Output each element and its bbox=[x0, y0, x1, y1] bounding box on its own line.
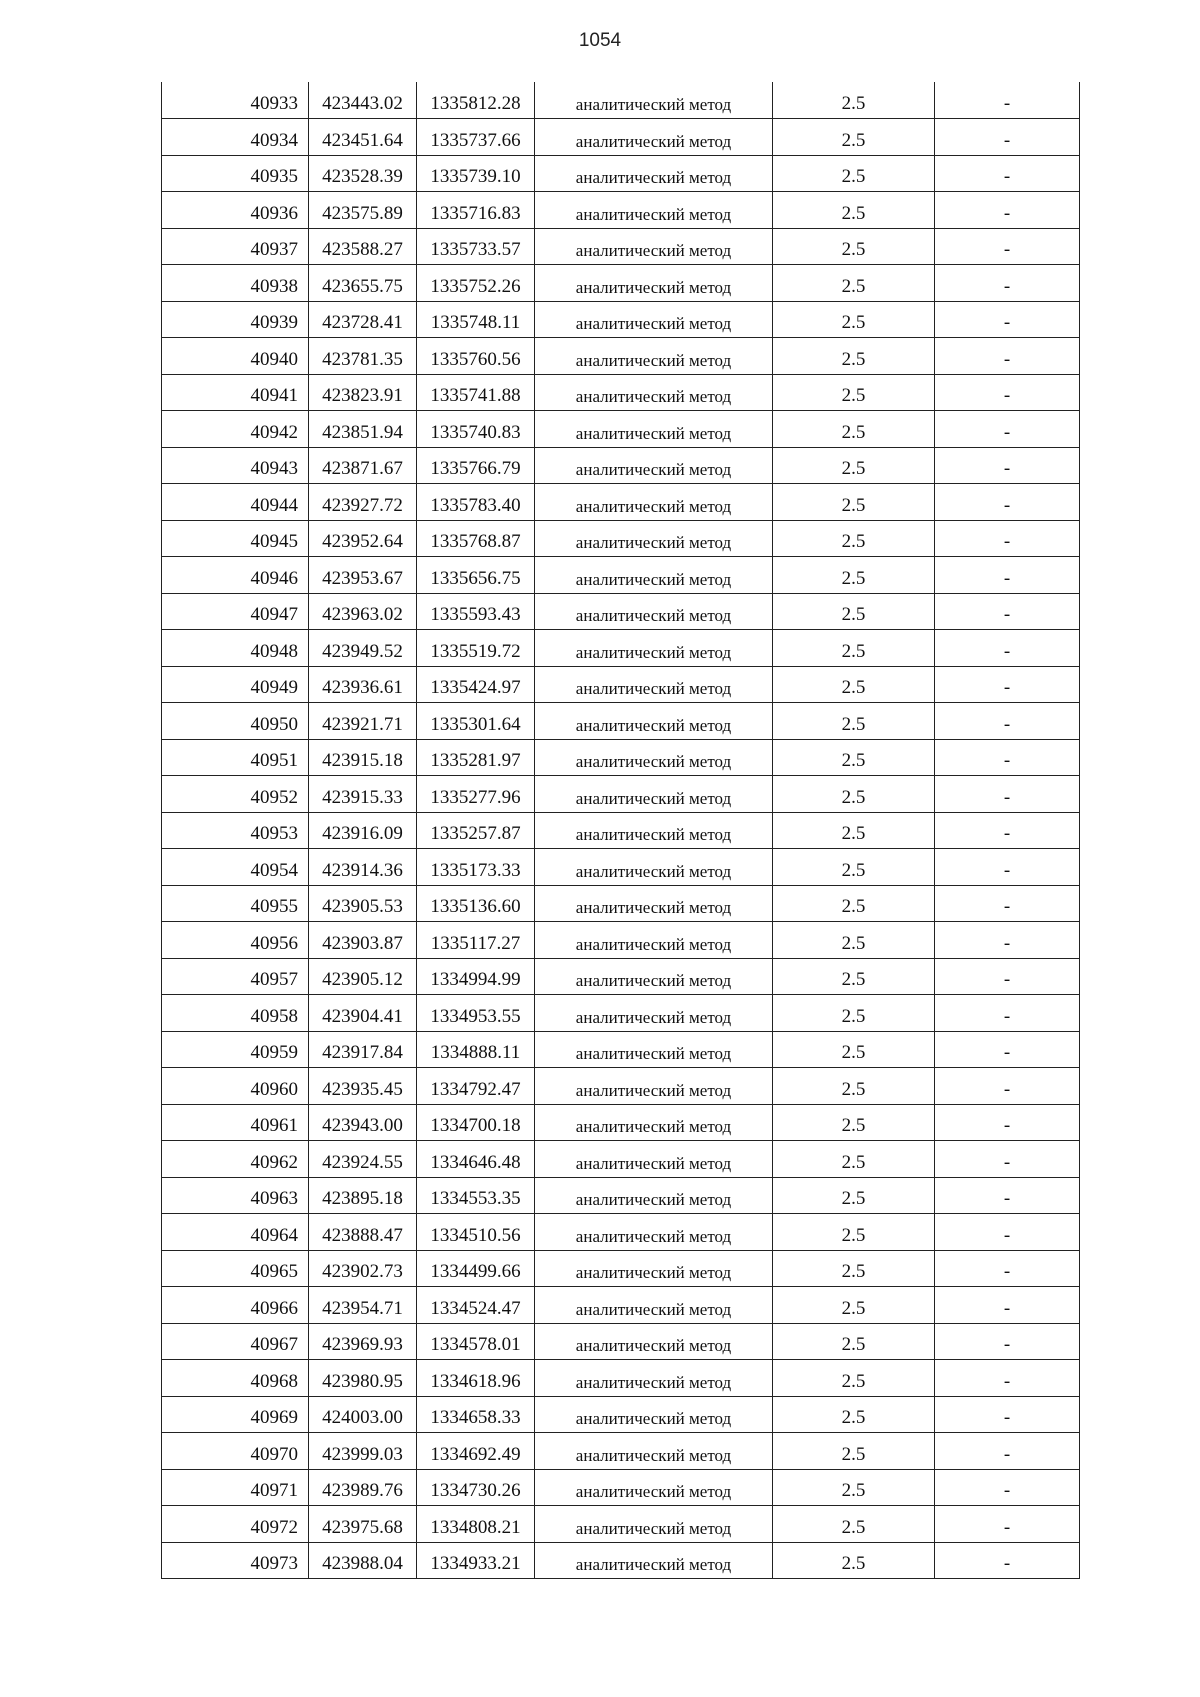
point-number-cell: 40961 bbox=[162, 1104, 309, 1141]
method-cell: аналитический метод bbox=[535, 630, 773, 667]
point-number-cell: 40938 bbox=[162, 265, 309, 302]
table-row bbox=[162, 265, 1080, 302]
table-row bbox=[162, 119, 1080, 156]
x-coordinate-cell: 423914.36 bbox=[309, 849, 417, 886]
note-cell: - bbox=[935, 1396, 1080, 1433]
accuracy-cell: 2.5 bbox=[773, 1323, 935, 1360]
method-cell: аналитический метод bbox=[535, 1542, 773, 1579]
x-coordinate-cell: 423952.64 bbox=[309, 520, 417, 557]
point-number-cell: 40946 bbox=[162, 557, 309, 594]
y-coordinate-cell: 1334792.47 bbox=[417, 1068, 535, 1105]
note-cell: - bbox=[935, 447, 1080, 484]
x-coordinate-cell: 423916.09 bbox=[309, 812, 417, 849]
accuracy-cell: 2.5 bbox=[773, 1542, 935, 1579]
x-coordinate-cell: 423924.55 bbox=[309, 1141, 417, 1178]
point-number-cell: 40951 bbox=[162, 739, 309, 776]
y-coordinate-cell: 1334692.49 bbox=[417, 1433, 535, 1470]
x-coordinate-cell: 423917.84 bbox=[309, 1031, 417, 1068]
method-cell: аналитический метод bbox=[535, 1214, 773, 1251]
y-coordinate-cell: 1335740.83 bbox=[417, 411, 535, 448]
method-cell: аналитический метод bbox=[535, 666, 773, 703]
x-coordinate-cell: 423871.67 bbox=[309, 447, 417, 484]
note-cell: - bbox=[935, 82, 1080, 119]
accuracy-cell: 2.5 bbox=[773, 958, 935, 995]
table-row bbox=[162, 447, 1080, 484]
x-coordinate-cell: 423588.27 bbox=[309, 228, 417, 265]
method-cell: аналитический метод bbox=[535, 484, 773, 521]
table-row bbox=[162, 630, 1080, 667]
y-coordinate-cell: 1334578.01 bbox=[417, 1323, 535, 1360]
note-cell: - bbox=[935, 1542, 1080, 1579]
table-row bbox=[162, 1214, 1080, 1251]
table-row bbox=[162, 995, 1080, 1032]
y-coordinate-cell: 1334730.26 bbox=[417, 1469, 535, 1506]
x-coordinate-cell: 423915.18 bbox=[309, 739, 417, 776]
table-row bbox=[162, 1104, 1080, 1141]
note-cell: - bbox=[935, 776, 1080, 813]
accuracy-cell: 2.5 bbox=[773, 1360, 935, 1397]
method-cell: аналитический метод bbox=[535, 1250, 773, 1287]
x-coordinate-cell: 423443.02 bbox=[309, 82, 417, 119]
y-coordinate-cell: 1335301.64 bbox=[417, 703, 535, 740]
note-cell: - bbox=[935, 1506, 1080, 1543]
y-coordinate-cell: 1335173.33 bbox=[417, 849, 535, 886]
point-number-cell: 40943 bbox=[162, 447, 309, 484]
accuracy-cell: 2.5 bbox=[773, 703, 935, 740]
table-row bbox=[162, 82, 1080, 119]
accuracy-cell: 2.5 bbox=[773, 1506, 935, 1543]
method-cell: аналитический метод bbox=[535, 1469, 773, 1506]
method-cell: аналитический метод bbox=[535, 1177, 773, 1214]
table-row bbox=[162, 739, 1080, 776]
table-row bbox=[162, 776, 1080, 813]
accuracy-cell: 2.5 bbox=[773, 520, 935, 557]
point-number-cell: 40968 bbox=[162, 1360, 309, 1397]
method-cell: аналитический метод bbox=[535, 885, 773, 922]
table-row bbox=[162, 155, 1080, 192]
x-coordinate-cell: 423902.73 bbox=[309, 1250, 417, 1287]
x-coordinate-cell: 423451.64 bbox=[309, 119, 417, 156]
y-coordinate-cell: 1334499.66 bbox=[417, 1250, 535, 1287]
table-row bbox=[162, 1287, 1080, 1324]
x-coordinate-cell: 423988.04 bbox=[309, 1542, 417, 1579]
x-coordinate-cell: 423575.89 bbox=[309, 192, 417, 229]
x-coordinate-cell: 423949.52 bbox=[309, 630, 417, 667]
y-coordinate-cell: 1335739.10 bbox=[417, 155, 535, 192]
table-row bbox=[162, 703, 1080, 740]
x-coordinate-cell: 423728.41 bbox=[309, 301, 417, 338]
point-number-cell: 40937 bbox=[162, 228, 309, 265]
x-coordinate-cell: 423905.53 bbox=[309, 885, 417, 922]
method-cell: аналитический метод bbox=[535, 739, 773, 776]
table-row bbox=[162, 593, 1080, 630]
x-coordinate-cell: 423888.47 bbox=[309, 1214, 417, 1251]
note-cell: - bbox=[935, 484, 1080, 521]
accuracy-cell: 2.5 bbox=[773, 1287, 935, 1324]
accuracy-cell: 2.5 bbox=[773, 192, 935, 229]
accuracy-cell: 2.5 bbox=[773, 155, 935, 192]
note-cell: - bbox=[935, 1433, 1080, 1470]
y-coordinate-cell: 1334994.99 bbox=[417, 958, 535, 995]
table-row bbox=[162, 228, 1080, 265]
point-number-cell: 40956 bbox=[162, 922, 309, 959]
table-row bbox=[162, 1469, 1080, 1506]
y-coordinate-cell: 1335136.60 bbox=[417, 885, 535, 922]
x-coordinate-cell: 423954.71 bbox=[309, 1287, 417, 1324]
accuracy-cell: 2.5 bbox=[773, 885, 935, 922]
y-coordinate-cell: 1335424.97 bbox=[417, 666, 535, 703]
y-coordinate-cell: 1335741.88 bbox=[417, 374, 535, 411]
y-coordinate-cell: 1334646.48 bbox=[417, 1141, 535, 1178]
point-number-cell: 40955 bbox=[162, 885, 309, 922]
x-coordinate-cell: 423903.87 bbox=[309, 922, 417, 959]
table-row bbox=[162, 885, 1080, 922]
table-row bbox=[162, 958, 1080, 995]
point-number-cell: 40944 bbox=[162, 484, 309, 521]
table-row bbox=[162, 1360, 1080, 1397]
y-coordinate-cell: 1335716.83 bbox=[417, 192, 535, 229]
note-cell: - bbox=[935, 1104, 1080, 1141]
point-number-cell: 40936 bbox=[162, 192, 309, 229]
point-number-cell: 40969 bbox=[162, 1396, 309, 1433]
page-number: 1054 bbox=[578, 30, 622, 51]
note-cell: - bbox=[935, 1323, 1080, 1360]
accuracy-cell: 2.5 bbox=[773, 228, 935, 265]
note-cell: - bbox=[935, 922, 1080, 959]
y-coordinate-cell: 1334658.33 bbox=[417, 1396, 535, 1433]
note-cell: - bbox=[935, 630, 1080, 667]
point-number-cell: 40965 bbox=[162, 1250, 309, 1287]
accuracy-cell: 2.5 bbox=[773, 666, 935, 703]
accuracy-cell: 2.5 bbox=[773, 1031, 935, 1068]
note-cell: - bbox=[935, 119, 1080, 156]
accuracy-cell: 2.5 bbox=[773, 265, 935, 302]
note-cell: - bbox=[935, 411, 1080, 448]
point-number-cell: 40963 bbox=[162, 1177, 309, 1214]
note-cell: - bbox=[935, 155, 1080, 192]
table-row bbox=[162, 812, 1080, 849]
x-coordinate-cell: 423943.00 bbox=[309, 1104, 417, 1141]
table-row bbox=[162, 1250, 1080, 1287]
note-cell: - bbox=[935, 1068, 1080, 1105]
method-cell: аналитический метод bbox=[535, 192, 773, 229]
table-row bbox=[162, 849, 1080, 886]
table-row bbox=[162, 666, 1080, 703]
accuracy-cell: 2.5 bbox=[773, 593, 935, 630]
x-coordinate-cell: 423989.76 bbox=[309, 1469, 417, 1506]
method-cell: аналитический метод bbox=[535, 82, 773, 119]
x-coordinate-cell: 423935.45 bbox=[309, 1068, 417, 1105]
y-coordinate-cell: 1335593.43 bbox=[417, 593, 535, 630]
accuracy-cell: 2.5 bbox=[773, 1177, 935, 1214]
table-row bbox=[162, 338, 1080, 375]
x-coordinate-cell: 423851.94 bbox=[309, 411, 417, 448]
method-cell: аналитический метод bbox=[535, 922, 773, 959]
x-coordinate-cell: 423969.93 bbox=[309, 1323, 417, 1360]
point-number-cell: 40934 bbox=[162, 119, 309, 156]
table-row bbox=[162, 520, 1080, 557]
method-cell: аналитический метод bbox=[535, 1506, 773, 1543]
table-row bbox=[162, 922, 1080, 959]
x-coordinate-cell: 423980.95 bbox=[309, 1360, 417, 1397]
x-coordinate-cell: 423975.68 bbox=[309, 1506, 417, 1543]
accuracy-cell: 2.5 bbox=[773, 447, 935, 484]
y-coordinate-cell: 1335783.40 bbox=[417, 484, 535, 521]
point-number-cell: 40939 bbox=[162, 301, 309, 338]
method-cell: аналитический метод bbox=[535, 995, 773, 1032]
table-body bbox=[162, 82, 1080, 1579]
table-row bbox=[162, 557, 1080, 594]
method-cell: аналитический метод bbox=[535, 1433, 773, 1470]
note-cell: - bbox=[935, 265, 1080, 302]
table-row bbox=[162, 1323, 1080, 1360]
point-number-cell: 40959 bbox=[162, 1031, 309, 1068]
method-cell: аналитический метод bbox=[535, 374, 773, 411]
accuracy-cell: 2.5 bbox=[773, 995, 935, 1032]
method-cell: аналитический метод bbox=[535, 411, 773, 448]
method-cell: аналитический метод bbox=[535, 1287, 773, 1324]
method-cell: аналитический метод bbox=[535, 338, 773, 375]
x-coordinate-cell: 423823.91 bbox=[309, 374, 417, 411]
table-row bbox=[162, 374, 1080, 411]
accuracy-cell: 2.5 bbox=[773, 1433, 935, 1470]
accuracy-cell: 2.5 bbox=[773, 82, 935, 119]
accuracy-cell: 2.5 bbox=[773, 1214, 935, 1251]
y-coordinate-cell: 1334700.18 bbox=[417, 1104, 535, 1141]
accuracy-cell: 2.5 bbox=[773, 338, 935, 375]
point-number-cell: 40933 bbox=[162, 82, 309, 119]
y-coordinate-cell: 1335257.87 bbox=[417, 812, 535, 849]
x-coordinate-cell: 423915.33 bbox=[309, 776, 417, 813]
x-coordinate-cell: 423905.12 bbox=[309, 958, 417, 995]
y-coordinate-cell: 1335752.26 bbox=[417, 265, 535, 302]
point-number-cell: 40962 bbox=[162, 1141, 309, 1178]
note-cell: - bbox=[935, 192, 1080, 229]
method-cell: аналитический метод bbox=[535, 155, 773, 192]
y-coordinate-cell: 1335117.27 bbox=[417, 922, 535, 959]
method-cell: аналитический метод bbox=[535, 557, 773, 594]
accuracy-cell: 2.5 bbox=[773, 411, 935, 448]
table-row bbox=[162, 1068, 1080, 1105]
accuracy-cell: 2.5 bbox=[773, 484, 935, 521]
x-coordinate-cell: 423921.71 bbox=[309, 703, 417, 740]
accuracy-cell: 2.5 bbox=[773, 922, 935, 959]
point-number-cell: 40947 bbox=[162, 593, 309, 630]
accuracy-cell: 2.5 bbox=[773, 1104, 935, 1141]
point-number-cell: 40960 bbox=[162, 1068, 309, 1105]
note-cell: - bbox=[935, 1177, 1080, 1214]
point-number-cell: 40958 bbox=[162, 995, 309, 1032]
point-number-cell: 40942 bbox=[162, 411, 309, 448]
y-coordinate-cell: 1334808.21 bbox=[417, 1506, 535, 1543]
accuracy-cell: 2.5 bbox=[773, 374, 935, 411]
note-cell: - bbox=[935, 301, 1080, 338]
table-row bbox=[162, 484, 1080, 521]
x-coordinate-cell: 423936.61 bbox=[309, 666, 417, 703]
method-cell: аналитический метод bbox=[535, 228, 773, 265]
table-row bbox=[162, 1177, 1080, 1214]
x-coordinate-cell: 424003.00 bbox=[309, 1396, 417, 1433]
method-cell: аналитический метод bbox=[535, 1068, 773, 1105]
point-number-cell: 40971 bbox=[162, 1469, 309, 1506]
method-cell: аналитический метод bbox=[535, 703, 773, 740]
note-cell: - bbox=[935, 739, 1080, 776]
x-coordinate-cell: 423927.72 bbox=[309, 484, 417, 521]
y-coordinate-cell: 1334524.47 bbox=[417, 1287, 535, 1324]
y-coordinate-cell: 1334618.96 bbox=[417, 1360, 535, 1397]
y-coordinate-cell: 1335748.11 bbox=[417, 301, 535, 338]
accuracy-cell: 2.5 bbox=[773, 1250, 935, 1287]
method-cell: аналитический метод bbox=[535, 593, 773, 630]
note-cell: - bbox=[935, 1141, 1080, 1178]
note-cell: - bbox=[935, 958, 1080, 995]
note-cell: - bbox=[935, 666, 1080, 703]
y-coordinate-cell: 1335760.56 bbox=[417, 338, 535, 375]
method-cell: аналитический метод bbox=[535, 1104, 773, 1141]
accuracy-cell: 2.5 bbox=[773, 1469, 935, 1506]
method-cell: аналитический метод bbox=[535, 812, 773, 849]
method-cell: аналитический метод bbox=[535, 1396, 773, 1433]
point-number-cell: 40941 bbox=[162, 374, 309, 411]
table-row bbox=[162, 1542, 1080, 1579]
x-coordinate-cell: 423953.67 bbox=[309, 557, 417, 594]
note-cell: - bbox=[935, 1469, 1080, 1506]
x-coordinate-cell: 423655.75 bbox=[309, 265, 417, 302]
method-cell: аналитический метод bbox=[535, 1323, 773, 1360]
method-cell: аналитический метод bbox=[535, 849, 773, 886]
x-coordinate-cell: 423999.03 bbox=[309, 1433, 417, 1470]
note-cell: - bbox=[935, 995, 1080, 1032]
accuracy-cell: 2.5 bbox=[773, 776, 935, 813]
y-coordinate-cell: 1335281.97 bbox=[417, 739, 535, 776]
coordinates-table bbox=[161, 82, 1080, 1579]
accuracy-cell: 2.5 bbox=[773, 812, 935, 849]
accuracy-cell: 2.5 bbox=[773, 849, 935, 886]
x-coordinate-cell: 423781.35 bbox=[309, 338, 417, 375]
y-coordinate-cell: 1335656.75 bbox=[417, 557, 535, 594]
method-cell: аналитический метод bbox=[535, 265, 773, 302]
note-cell: - bbox=[935, 1287, 1080, 1324]
note-cell: - bbox=[935, 1031, 1080, 1068]
point-number-cell: 40966 bbox=[162, 1287, 309, 1324]
table-row bbox=[162, 301, 1080, 338]
point-number-cell: 40953 bbox=[162, 812, 309, 849]
x-coordinate-cell: 423904.41 bbox=[309, 995, 417, 1032]
y-coordinate-cell: 1335519.72 bbox=[417, 630, 535, 667]
method-cell: аналитический метод bbox=[535, 1141, 773, 1178]
method-cell: аналитический метод bbox=[535, 447, 773, 484]
point-number-cell: 40967 bbox=[162, 1323, 309, 1360]
note-cell: - bbox=[935, 593, 1080, 630]
table-row bbox=[162, 1396, 1080, 1433]
x-coordinate-cell: 423963.02 bbox=[309, 593, 417, 630]
method-cell: аналитический метод bbox=[535, 520, 773, 557]
table-row bbox=[162, 1141, 1080, 1178]
note-cell: - bbox=[935, 703, 1080, 740]
point-number-cell: 40945 bbox=[162, 520, 309, 557]
note-cell: - bbox=[935, 374, 1080, 411]
accuracy-cell: 2.5 bbox=[773, 1141, 935, 1178]
y-coordinate-cell: 1334888.11 bbox=[417, 1031, 535, 1068]
y-coordinate-cell: 1335733.57 bbox=[417, 228, 535, 265]
accuracy-cell: 2.5 bbox=[773, 739, 935, 776]
x-coordinate-cell: 423528.39 bbox=[309, 155, 417, 192]
method-cell: аналитический метод bbox=[535, 301, 773, 338]
y-coordinate-cell: 1335737.66 bbox=[417, 119, 535, 156]
y-coordinate-cell: 1335277.96 bbox=[417, 776, 535, 813]
table-row bbox=[162, 411, 1080, 448]
point-number-cell: 40948 bbox=[162, 630, 309, 667]
point-number-cell: 40952 bbox=[162, 776, 309, 813]
x-coordinate-cell: 423895.18 bbox=[309, 1177, 417, 1214]
accuracy-cell: 2.5 bbox=[773, 301, 935, 338]
y-coordinate-cell: 1334510.56 bbox=[417, 1214, 535, 1251]
y-coordinate-cell: 1334933.21 bbox=[417, 1542, 535, 1579]
note-cell: - bbox=[935, 520, 1080, 557]
note-cell: - bbox=[935, 228, 1080, 265]
point-number-cell: 40950 bbox=[162, 703, 309, 740]
method-cell: аналитический метод bbox=[535, 1031, 773, 1068]
note-cell: - bbox=[935, 885, 1080, 922]
y-coordinate-cell: 1334553.35 bbox=[417, 1177, 535, 1214]
table-row bbox=[162, 1031, 1080, 1068]
accuracy-cell: 2.5 bbox=[773, 1396, 935, 1433]
note-cell: - bbox=[935, 557, 1080, 594]
table-row bbox=[162, 192, 1080, 229]
point-number-cell: 40935 bbox=[162, 155, 309, 192]
y-coordinate-cell: 1335768.87 bbox=[417, 520, 535, 557]
point-number-cell: 40954 bbox=[162, 849, 309, 886]
accuracy-cell: 2.5 bbox=[773, 1068, 935, 1105]
note-cell: - bbox=[935, 849, 1080, 886]
note-cell: - bbox=[935, 1214, 1080, 1251]
note-cell: - bbox=[935, 1360, 1080, 1397]
point-number-cell: 40964 bbox=[162, 1214, 309, 1251]
accuracy-cell: 2.5 bbox=[773, 557, 935, 594]
method-cell: аналитический метод bbox=[535, 958, 773, 995]
point-number-cell: 40957 bbox=[162, 958, 309, 995]
accuracy-cell: 2.5 bbox=[773, 119, 935, 156]
point-number-cell: 40973 bbox=[162, 1542, 309, 1579]
y-coordinate-cell: 1335766.79 bbox=[417, 447, 535, 484]
method-cell: аналитический метод bbox=[535, 1360, 773, 1397]
note-cell: - bbox=[935, 812, 1080, 849]
method-cell: аналитический метод bbox=[535, 776, 773, 813]
y-coordinate-cell: 1335812.28 bbox=[417, 82, 535, 119]
y-coordinate-cell: 1334953.55 bbox=[417, 995, 535, 1032]
accuracy-cell: 2.5 bbox=[773, 630, 935, 667]
note-cell: - bbox=[935, 338, 1080, 375]
method-cell: аналитический метод bbox=[535, 119, 773, 156]
point-number-cell: 40972 bbox=[162, 1506, 309, 1543]
point-number-cell: 40949 bbox=[162, 666, 309, 703]
note-cell: - bbox=[935, 1250, 1080, 1287]
point-number-cell: 40940 bbox=[162, 338, 309, 375]
table-row bbox=[162, 1506, 1080, 1543]
table-row bbox=[162, 1433, 1080, 1470]
point-number-cell: 40970 bbox=[162, 1433, 309, 1470]
